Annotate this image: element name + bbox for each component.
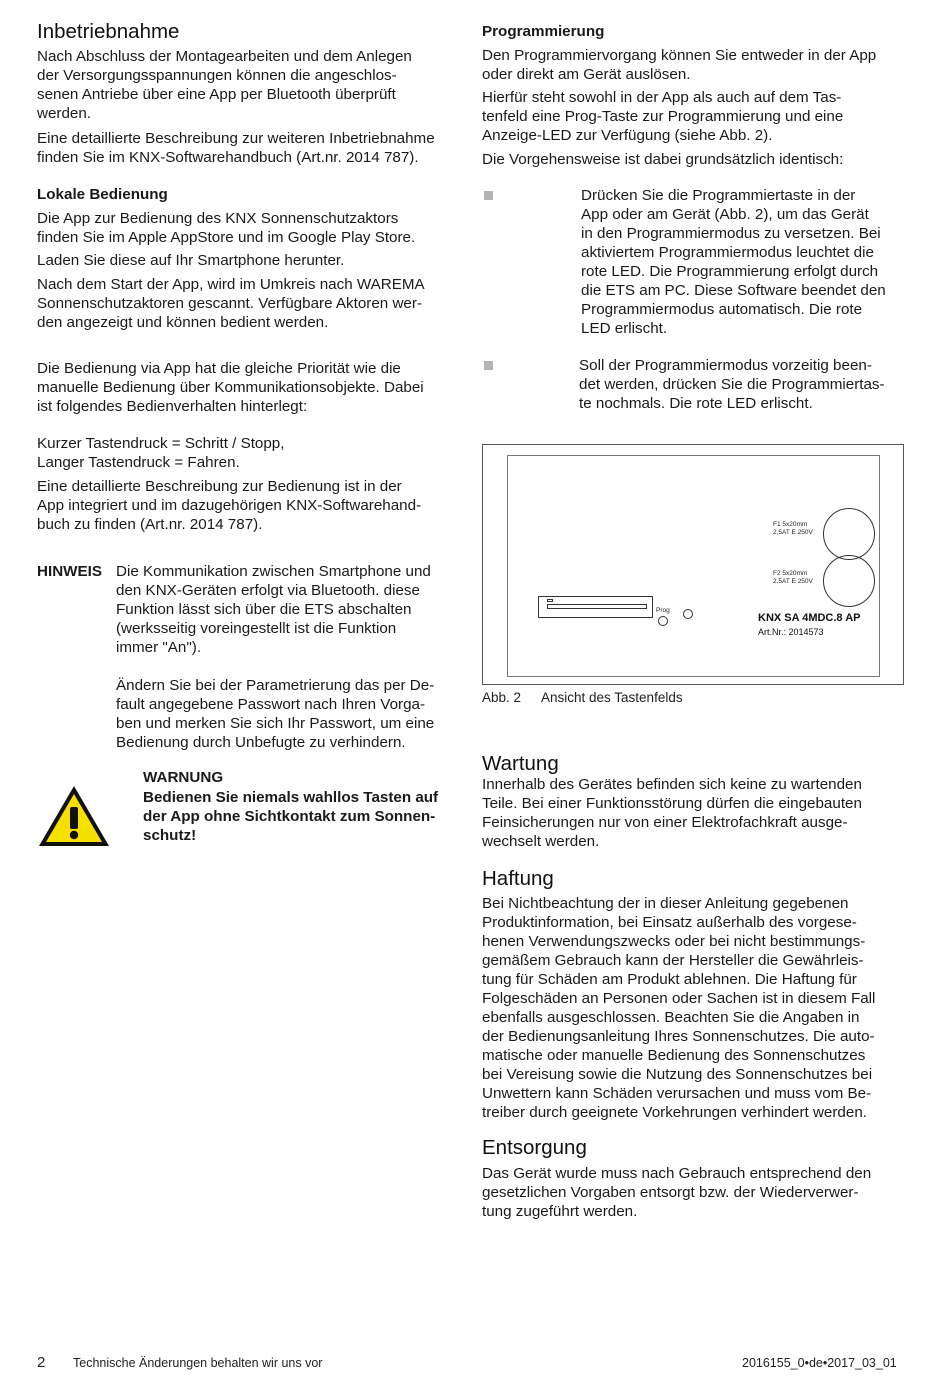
heading-programmierung: Programmierung	[482, 23, 605, 40]
figure-caption-number: Abb. 2	[482, 690, 522, 705]
prog-paragraph-1: Den Programmiervorgang können Sie entweder in der App oder direkt am Gerät auslösen.	[482, 47, 877, 83]
slot-led	[547, 599, 553, 602]
lokal-paragraph-5: Kurzer Tastendruck = Schritt / Stopp, Langer Tastendruck = Fahren.	[37, 435, 285, 471]
heading-haftung: Haftung	[482, 867, 554, 890]
led-indicator	[683, 609, 693, 619]
page-number: 2	[37, 1354, 46, 1371]
device-panel	[507, 455, 880, 677]
slot-opening	[547, 604, 647, 609]
heading-entsorgung: Entsorgung	[482, 1136, 587, 1159]
entsorgung-paragraph: Das Gerät wurde muss nach Gebrauch entsprechend den gesetzlichen Vorgaben entsorgt bzw. der Wiederverwer- tung zugeführt werden.	[482, 1165, 872, 1220]
heading-inbetriebnahme: Inbetriebnahme	[37, 20, 180, 43]
haftung-paragraph: Bei Nichtbeachtung der in dieser Anleitung gegebenen Produktinformation, bei Einsatz außerhalb des vorgese- henen Verwendungszwecks oder bei nicht bestimmungs- gemäßem Gebrauch kann der Hersteller die Gewährleis- tung für Schäden am Produkt ablehnen. Die Haftung für Folgeschäden an Personen oder Sachen ist in diesem Fall ebenfalls ausgeschlossen. Beachten Sie die Angaben in der Bedienungsanleitung Ihres Sonnenschutzes. Die auto- matische oder manuelle Bedienung des Sonnenschutzes bei Vereisung sowie die Nutzung des Sonnenschutzes bei Unwettern kann Schäden verursachen und muss vom Be- treiber durch geeignete Vorkehrungen verhindert werden.	[482, 895, 876, 1121]
device-artnr: Art.Nr.: 2014573	[758, 627, 824, 637]
fuse-1	[823, 508, 875, 560]
heading-lokale-bedienung: Lokale Bedienung	[37, 186, 168, 203]
prog-label: Prog	[656, 607, 670, 614]
prog-button	[658, 616, 668, 626]
warnung-title: WARNUNG	[143, 769, 224, 786]
prog-paragraph-2: Hierfür steht sowohl in der App als auch auf dem Tas- tenfeld eine Prog-Taste zur Programmierung und eine Anzeige-LED zur Verfügung (siehe Abb. 2).	[482, 89, 844, 144]
document-code: 2016155_0•de•2017_03_01	[742, 1356, 897, 1370]
figure-caption-text: Ansicht des Tastenfelds	[541, 690, 683, 705]
prog-paragraph-3: Die Vorgehensweise ist dabei grundsätzlich identisch:	[482, 151, 844, 168]
inbetrieb-paragraph-1: Nach Abschluss der Montagearbeiten und dem Anlegen der Versorgungsspannungen können die angeschlos- senen Antriebe über eine App per Bluetooth überprüft werden.	[37, 48, 412, 122]
hinweis-label: HINWEIS	[37, 563, 102, 580]
prog-bullet-1: Drücken Sie die Programmiertaste in der App oder am Gerät (Abb. 2), um das Gerät in den Programmiermodus zu versetzen. Bei aktiviertem Programmiermodus leuchtet die rote LED. Die Programmierung erfolgt durch die ETS am PC. Diese Software beendet den Programmiermodus automatisch. Die rote LED erlischt.	[581, 187, 886, 337]
figure-keypad	[482, 444, 904, 685]
prog-bullet-2: Soll der Programmiermodus vorzeitig been- det werden, drücken Sie die Programmiertas- te nochmals. Die rote LED erlischt.	[579, 357, 885, 412]
connector-slot	[538, 596, 653, 618]
lokal-paragraph-6: Eine detaillierte Beschreibung zur Bedienung ist in der App integriert und im dazugehörigen KNX-Softwarehand- buch zu finden (Art.nr. 2014 787).	[37, 478, 422, 533]
bullet-marker	[484, 191, 493, 200]
bullet-marker	[484, 361, 493, 370]
fuse-1-label: F1 5x20mm 2,5AT E 250V	[773, 521, 813, 536]
lokal-paragraph-2: Laden Sie diese auf Ihr Smartphone herunter.	[37, 252, 345, 269]
hinweis-paragraph-1: Die Kommunikation zwischen Smartphone und den KNX-Geräten erfolgt via Bluetooth. diese Funktion lässt sich über die ETS abschalten (werksseitig voreingestellt ist die Funktion immer "An").	[116, 563, 431, 656]
lokal-paragraph-1: Die App zur Bedienung des KNX Sonnenschutzaktors finden Sie im Apple AppStore und im Google Play Store.	[37, 210, 416, 246]
wartung-paragraph: Innerhalb des Gerätes befinden sich keine zu wartenden Teile. Bei einer Funktionsstörung dürfen die eingebauten Feinsicherungen nur von einer Elektrofachkraft ausge- wechselt werden.	[482, 776, 862, 850]
lokal-paragraph-3: Nach dem Start der App, wird im Umkreis nach WAREMA Sonnenschutzaktoren gescannt. Verfügbare Aktoren wer- den angezeigt und können bedient werden.	[37, 276, 425, 331]
inbetrieb-paragraph-2: Eine detaillierte Beschreibung zur weiteren Inbetriebnahme finden Sie im KNX-Softwarehandbuch (Art.nr. 2014 787).	[37, 130, 435, 166]
hinweis-paragraph-2: Ändern Sie bei der Parametrierung das per De- fault angegebene Passwort nach Ihren Vorga- ben und merken Sie sich Ihr Passwort, um eine Bedienung durch Unbefugte zu verhindern.	[116, 677, 435, 751]
device-model: KNX SA 4MDC.8 AP	[758, 612, 861, 624]
heading-wartung: Wartung	[482, 752, 559, 775]
warnung-text: Bedienen Sie niemals wahllos Tasten auf der App ohne Sichtkontakt zum Sonnen- schutz!	[143, 789, 439, 844]
lokal-paragraph-4: Die Bedienung via App hat die gleiche Priorität wie die manuelle Bedienung über Kommunikationsobjekte. Dabei ist folgendes Bedienverhalten hinterlegt:	[37, 360, 424, 415]
fuse-2	[823, 555, 875, 607]
fuse-2-label: F2 5x20mm 2,5AT E 250V	[773, 570, 813, 585]
warning-triangle-icon	[37, 783, 111, 849]
footer-note: Technische Änderungen behalten wir uns vor	[73, 1356, 323, 1370]
